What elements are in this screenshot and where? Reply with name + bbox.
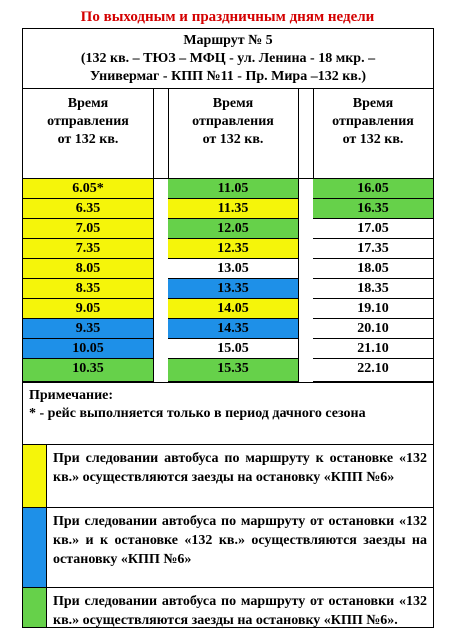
departure-time-cell: 18.35	[313, 279, 433, 299]
column-header-1-line-2: отправления	[47, 114, 129, 129]
departure-time-cell: 17.35	[313, 239, 433, 259]
departure-time-cell: 22.10	[313, 359, 433, 382]
departure-time-cell: 9.05	[23, 299, 153, 319]
legend-row-yellow	[23, 445, 433, 508]
departure-time-cell: 14.35	[168, 319, 298, 339]
departure-time-cell: 20.10	[313, 319, 433, 339]
departure-time-cell: 12.35	[168, 239, 298, 259]
departure-time-cell: 19.10	[313, 299, 433, 319]
legend-text-blue: При следовании автобуса по маршруту от остановки «132 кв.» и к остановке «132 кв.» осуществляются заезды на остановку «КПП №6»	[53, 514, 427, 567]
departure-time-cell: 13.05	[168, 259, 298, 279]
departure-time-cell: 8.05	[23, 259, 153, 279]
legend-swatch-green	[23, 588, 47, 627]
legend-text-yellow: При следовании автобуса по маршруту к остановке «132 кв.» осуществляются заезды на остановку «КПП №6»	[53, 451, 427, 485]
column-header-1-line-1: Время	[67, 96, 109, 111]
departure-time-cell: 9.35	[23, 319, 153, 339]
column-header-3-line-2: отправления	[332, 114, 414, 129]
legend-swatch-yellow	[23, 445, 47, 507]
departure-time-cell: 11.35	[168, 199, 298, 219]
note-block	[23, 382, 433, 445]
route-header	[23, 29, 433, 89]
legend-text-green: При следовании автобуса по маршруту от остановки «132 кв.» осуществляются заезды на остановку «КПП №6».	[53, 594, 427, 628]
route-path-line-2: Универмаг - КПП №11 - Пр. Мира –132 кв.)	[90, 69, 366, 84]
departure-time-cell: 11.05	[168, 179, 298, 199]
timetable-grid	[23, 179, 433, 382]
column-header-1-line-3: от 132 кв.	[57, 132, 119, 147]
departure-time-cell: 21.10	[313, 339, 433, 359]
departure-time-cell: 18.05	[313, 259, 433, 279]
departure-time-cell: 15.35	[168, 359, 298, 382]
note-title: Примечание:	[29, 388, 114, 403]
column-header-1	[23, 89, 153, 178]
column-header-2-line-3: от 132 кв.	[202, 132, 264, 147]
note-text: * - рейс выполняется только в период дачного сезона	[29, 406, 366, 421]
column-header-2-line-1: Время	[212, 96, 254, 111]
departure-time-cell: 6.35	[23, 199, 153, 219]
column-header-3-line-1: Время	[352, 96, 394, 111]
page-title: По выходным и праздничным дням недели	[80, 9, 375, 25]
departure-time-cell: 7.05	[23, 219, 153, 239]
column-header-3-line-3: от 132 кв.	[342, 132, 404, 147]
departure-time-cell: 14.05	[168, 299, 298, 319]
column-header-2-line-2: отправления	[192, 114, 274, 129]
departure-time-cell: 10.35	[23, 359, 153, 382]
departure-time-cell: 17.05	[313, 219, 433, 239]
column-header-3	[313, 89, 433, 178]
departure-time-cell: 10.05	[23, 339, 153, 359]
column-headers	[23, 89, 433, 179]
route-path-line-1: (132 кв. – ТЮЗ – МФЦ - ул. Ленина - 18 мкр. –	[80, 51, 376, 66]
departure-time-cell: 15.05	[168, 339, 298, 359]
legend-row-blue	[23, 508, 433, 588]
departure-time-cell: 13.35	[168, 279, 298, 299]
departure-time-cell: 12.05	[168, 219, 298, 239]
departure-time-cell: 16.35	[313, 199, 433, 219]
departure-time-cell: 16.05	[313, 179, 433, 199]
departure-time-cell: 7.35	[23, 239, 153, 259]
legend-swatch-blue	[23, 508, 47, 587]
departure-time-cell: 8.35	[23, 279, 153, 299]
column-header-2	[168, 89, 298, 178]
route-number: Маршрут № 5	[183, 33, 273, 48]
legend-row-green	[23, 588, 433, 627]
schedule-frame	[22, 28, 434, 628]
departure-time-cell: 6.05*	[23, 179, 153, 199]
